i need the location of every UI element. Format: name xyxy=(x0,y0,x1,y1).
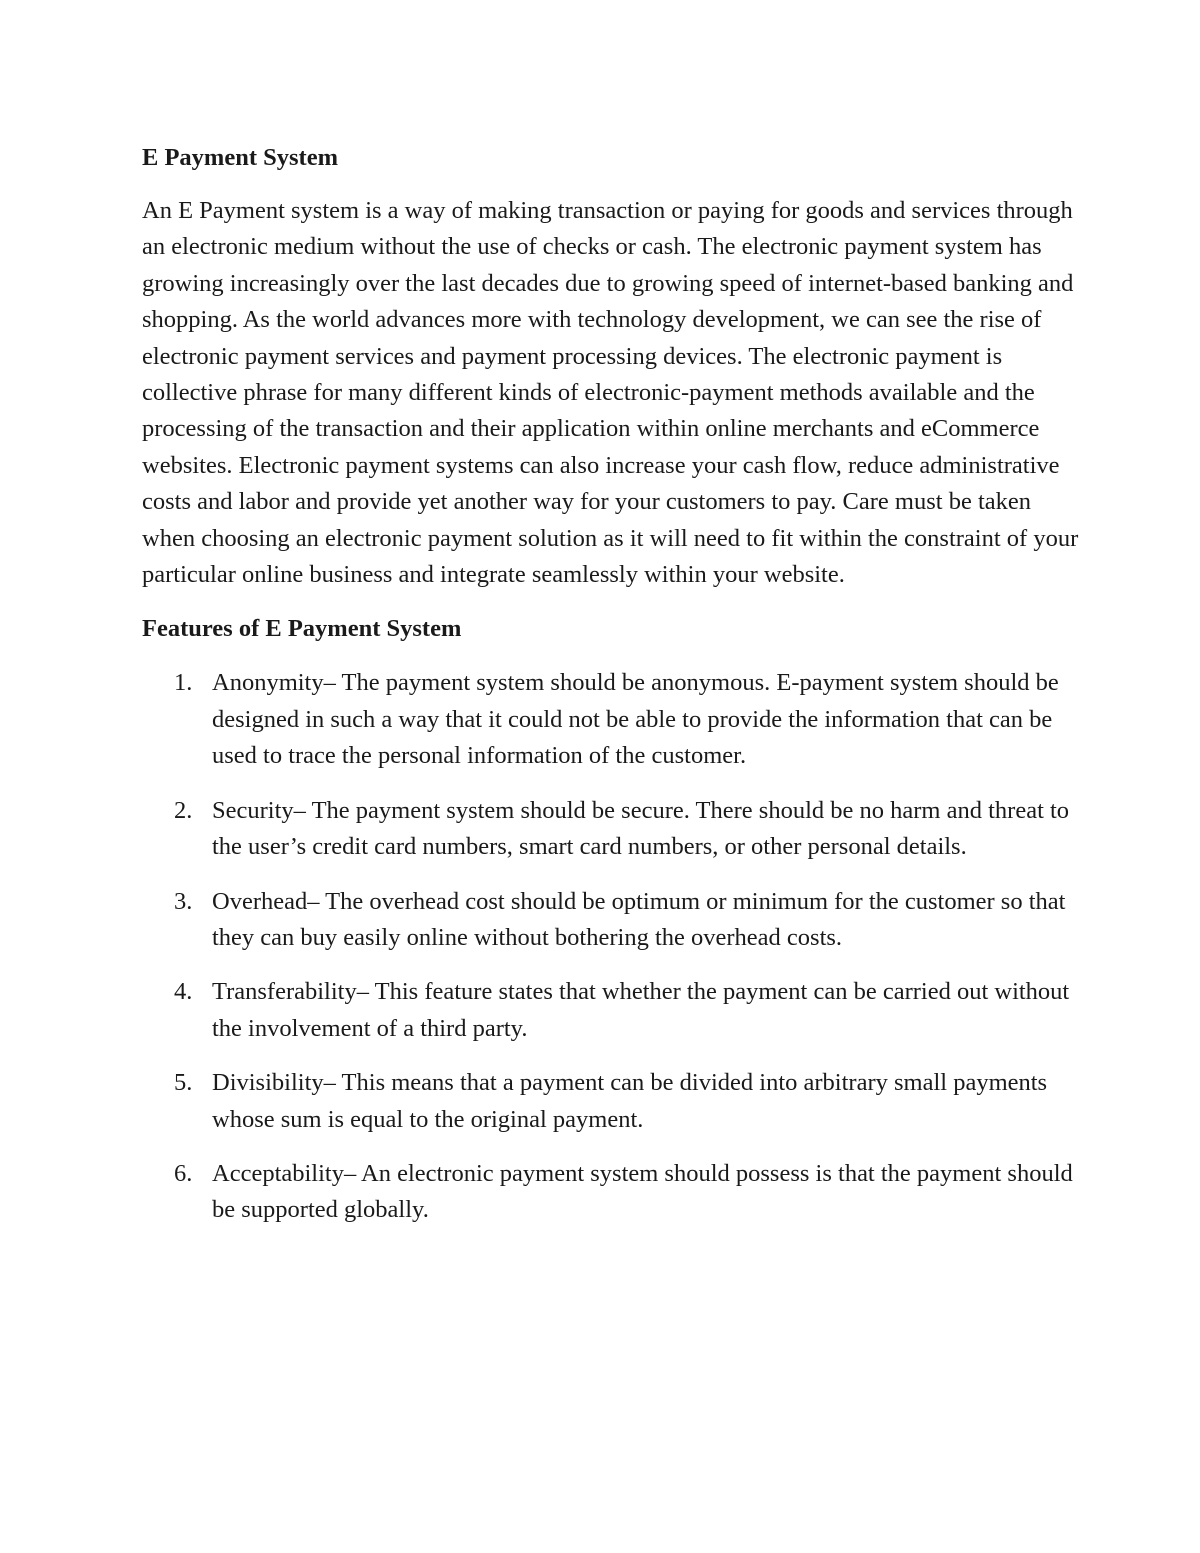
intro-paragraph: An E Payment system is a way of making transaction or paying for goods and services through an electronic medium without the use of checks or cash. The electronic payment system has growing increasingly over the last decades due to growing speed of internet-based banking and shopping. As the world advances more with technology development, we can see the rise of electronic payment services and payment processing devices. The electronic payment is collective phrase for many different kinds of electronic-payment methods available and the processing of the transaction and their application within online merchants and eCommerce websites. Electronic payment systems can also increase your cash flow, reduce administrative costs and labor and provide yet another way for your customers to pay. Care must be taken when choosing an electronic payment solution as it will need to fit within the constraint of your particular online business and integrate seamlessly within your website. xyxy=(142,197,1079,589)
feature-item-transferability xyxy=(142,974,1082,1047)
document-title: E Payment System xyxy=(142,144,338,171)
feature-text: Acceptability– An electronic payment system should possess is that the payment should be supported globally. xyxy=(212,1159,1073,1224)
feature-text: Overhead– The overhead cost should be optimum or minimum for the customer so that they can buy easily online without bothering the overhead costs. xyxy=(212,887,1066,951)
features-heading: Features of E Payment System xyxy=(142,615,462,643)
feature-number: 6. xyxy=(174,1159,193,1187)
feature-number: 3. xyxy=(174,887,193,915)
feature-text: Transferability– This feature states that whether the payment can be carried out without the involvement of a third party. xyxy=(212,978,1070,1042)
feature-text: Divisibility– This means that a payment can be divided into arbitrary small payments whose sum is equal to the original payment. xyxy=(212,1069,1048,1133)
feature-number: 5. xyxy=(174,1069,193,1097)
feature-number: 2. xyxy=(174,796,193,824)
feature-text: Anonymity– The payment system should be anonymous. E-payment system should be designed in such a way that it could not be able to provide the information that can be used to trace the personal information of the customer. xyxy=(212,669,1059,770)
feature-text: Security– The payment system should be secure. There should be no harm and threat to the user’s credit card numbers, smart card numbers, or other personal details. xyxy=(212,796,1070,861)
document-content xyxy=(142,140,1082,1247)
feature-item-security xyxy=(142,793,1082,866)
feature-number: 4. xyxy=(174,978,193,1006)
features-list xyxy=(142,665,1082,1228)
feature-item-acceptability xyxy=(142,1156,1082,1229)
feature-number: 1. xyxy=(174,669,193,697)
feature-item-divisibility xyxy=(142,1065,1082,1138)
feature-item-overhead xyxy=(142,884,1082,957)
feature-item-anonymity xyxy=(142,665,1082,774)
